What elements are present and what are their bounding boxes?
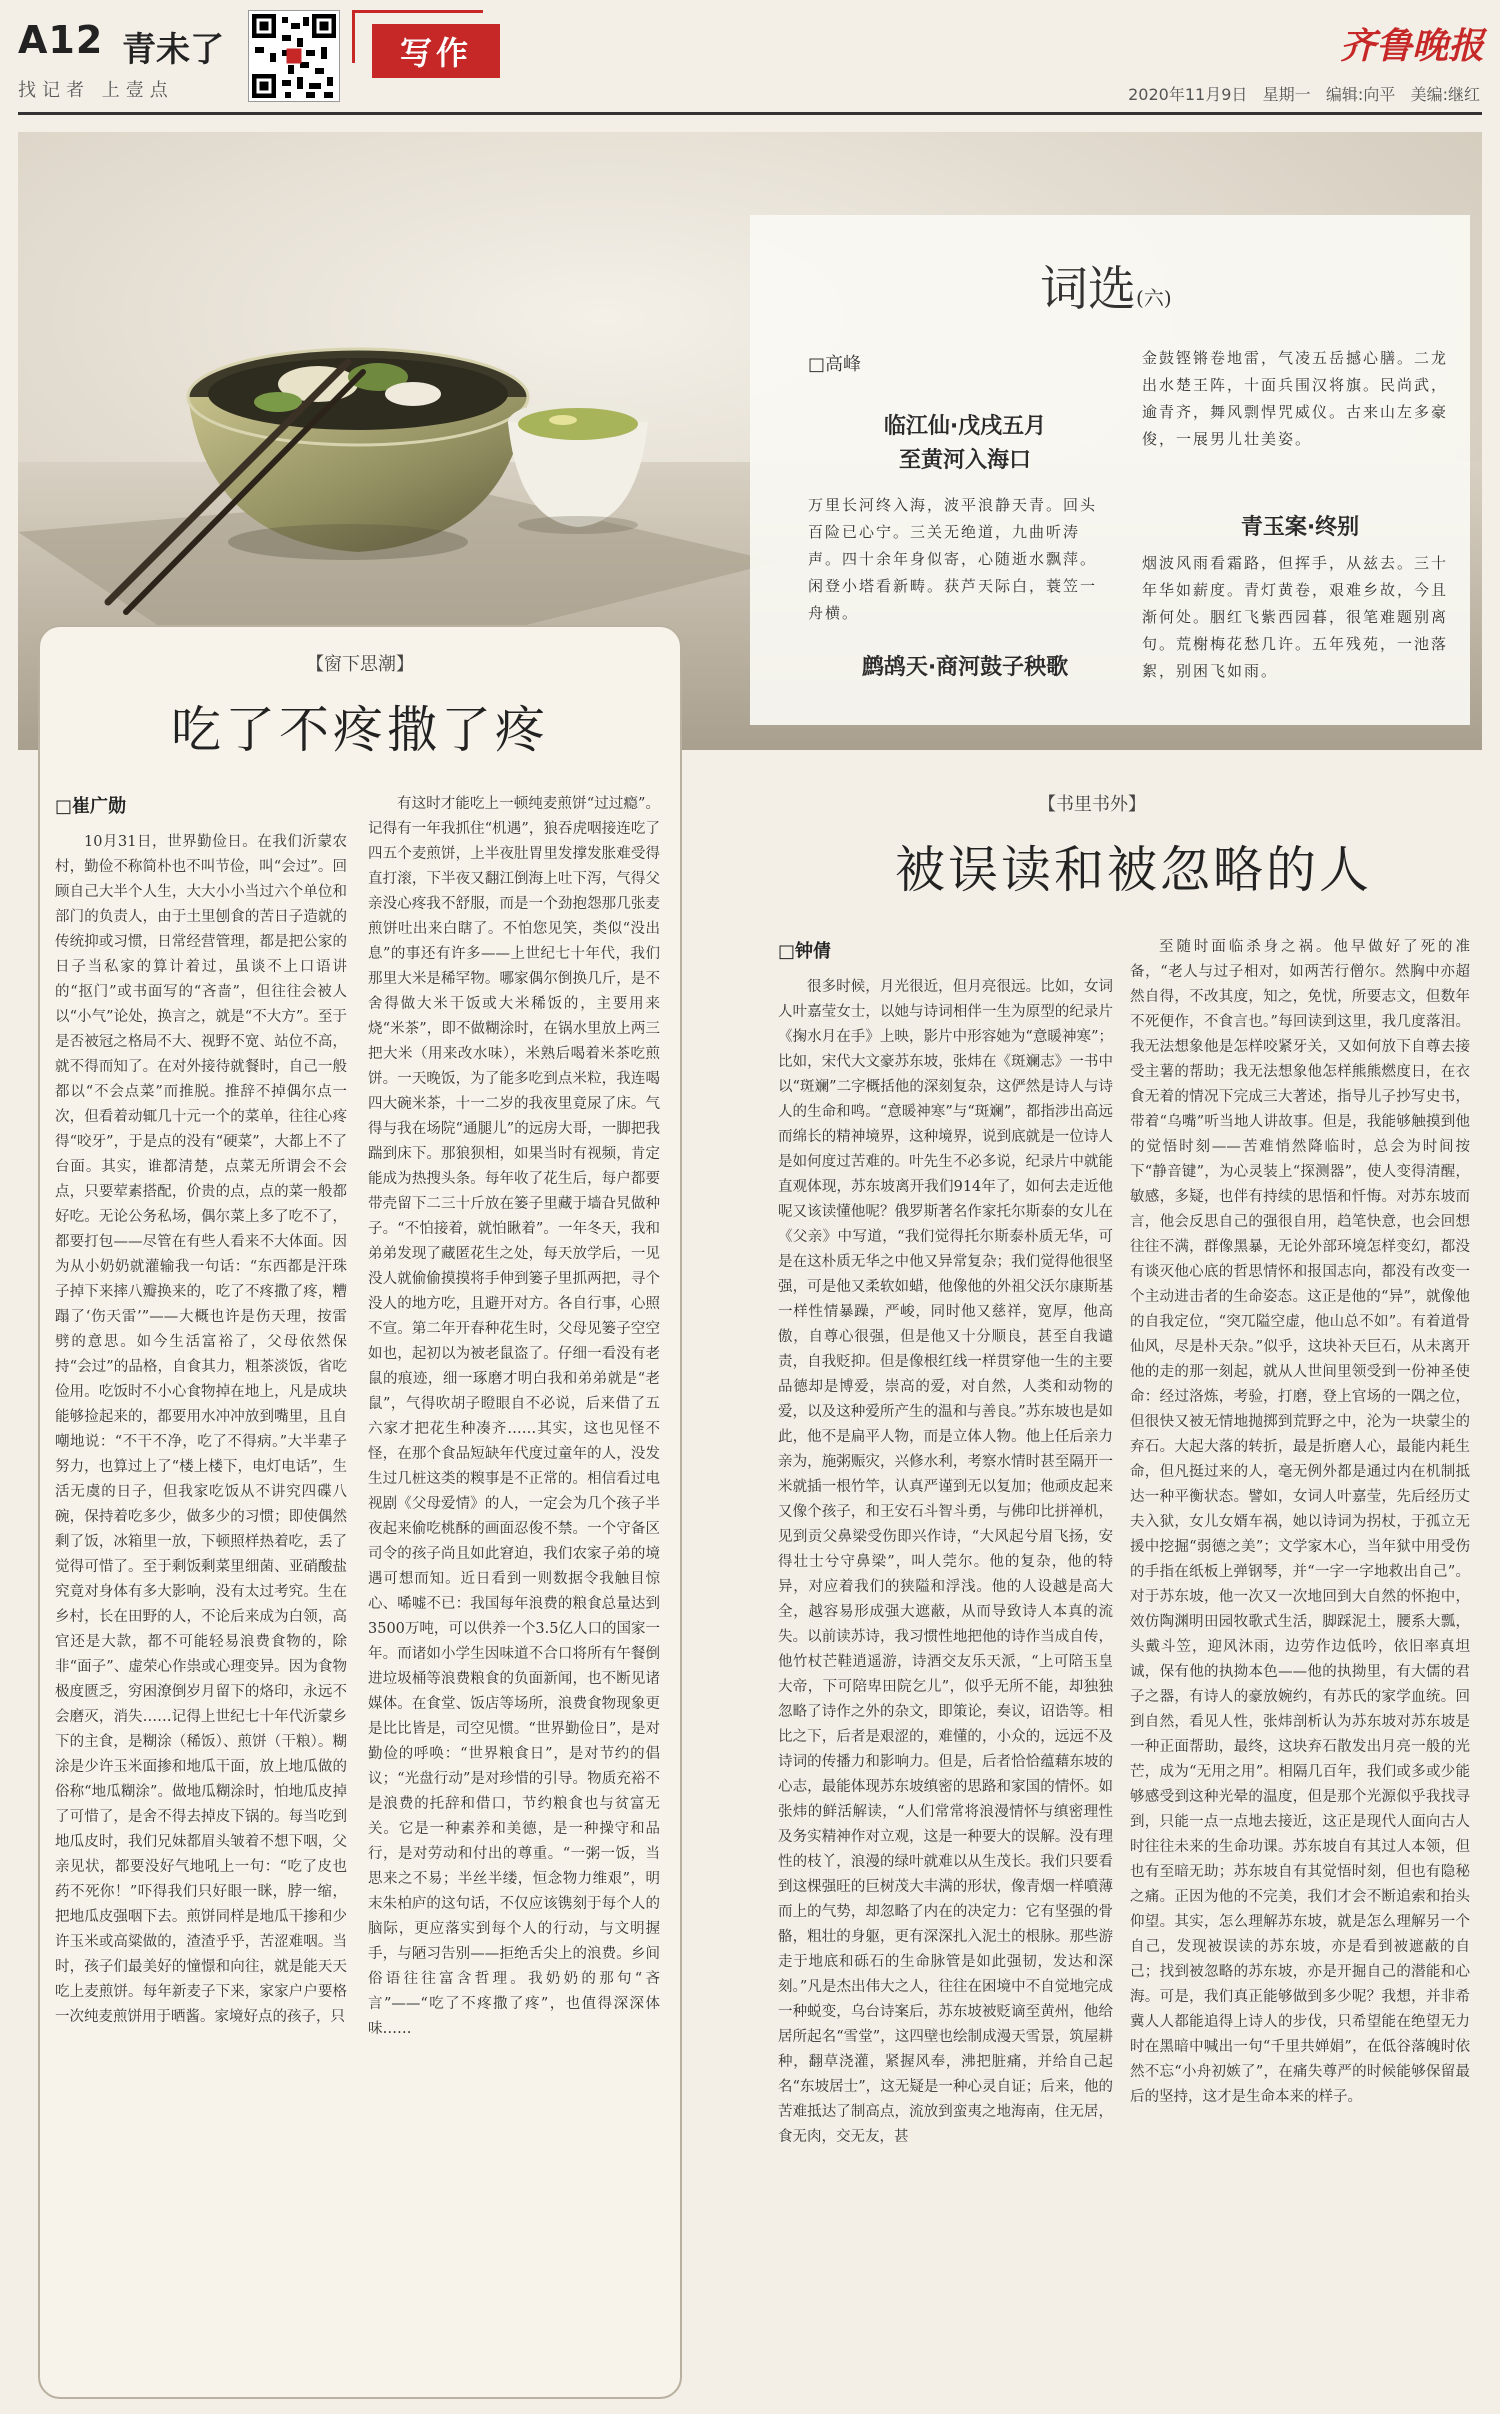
header-rule <box>18 112 1482 115</box>
qr-code-icon[interactable] <box>248 10 340 102</box>
poem-series-title <box>1040 250 1172 319</box>
poem2-title: 鹧鸪天·商河鼓子秧歌 <box>861 655 1069 680</box>
poem1-title-line1: 临江仙·戊戌五月 <box>883 414 1047 439</box>
left-article-byline: □崔广勋 <box>55 796 127 817</box>
poem3-title: 青玉案·终别 <box>1240 515 1360 540</box>
right-article-byline: □钟倩 <box>778 941 832 962</box>
publication-info <box>1100 82 1480 105</box>
right-column-tag: 【书里书外】 <box>1038 794 1146 815</box>
poem-series-number: (六) <box>1136 286 1172 310</box>
page-number: A12 <box>18 18 104 62</box>
section-tag: 写作 <box>372 24 500 78</box>
poem-series-name: 词选 <box>1040 261 1137 317</box>
newspaper-masthead: 齐鲁晚报 <box>1340 25 1485 67</box>
left-article-column-1: 10月31日，世界勤俭日。在我们沂蒙农村，勤俭不称简朴也不叫节俭，叫“会过”。回顾自己大半个人生，大大小小当过六个单位和部门的负责人，由于土里刨食的苦日子造就的传统抑或习惯，日常经营管理，都是把公家的日子当私家的算计着过，虽谈不上口语讲的“抠门”或书面写的“吝啬”，但往往会被人以“小气”论处，换言之，就是“不大方”。至于是否被冠之格局不大、视野不宽、站位不高，就不得而知了。在对外接待就餐时，自己一般都以“不会点菜”而推脱。推辞不掉偶尔点一次，但看着动辄几十元一个的菜单，往往心疼得“咬牙”，于是点的没有“硬菜”，大都上不了台面。其实，谁都清楚，点菜无所谓会不会点，只要荤素搭配，价贵的点，点的菜一般都好吃。无论公务私场，偶尔菜上多了吃不了，都要打包——尽管在有些人看来不大体面。因为从小奶奶就灌输我一句话：“东西都是汗珠子掉下来摔八瓣换来的，吃了不疼撒了疼，糟蹋了‘伤天雷’”——大概也许是伤天理，按雷劈的意思。如今生活富裕了，父母依然保持“会过”的品格，自食其力，粗茶淡饭，省吃俭用。吃饭时不小心食物掉在地上，凡是成块能够捡起来的，都要用水冲冲放到嘴里，且自嘲地说：“不干不净，吃了不得病。”大半辈子努力，也算过上了“楼上楼下，电灯电话”，生活无虞的日子，但我家吃饭从不讲究四碟八碗，保持着吃多少，做多少的习惯；即使偶然剩了饭，冰箱里一放，下顿照样热着吃，丢了觉得可惜了。至于剩饭剩菜里细菌、亚硝酸盐究竟对身体有多大影响，没有太过考究。生在乡村，长在田野的人，不论后来成为白领，高官还是大款，都不可能轻易浪费食物的，除非“面子”、虚荣心作祟或心理变异。因为食物极度匮乏，穷困潦倒岁月留下的烙印，永远不会磨灭，消失……记得上世纪七十年代沂蒙乡下的主食，是糊涂（稀饭）、煎饼（干粮）。糊涂是少许玉米面掺和地瓜干面，放上地瓜做的俗称“地瓜糊涂”。做地瓜糊涂时，怕地瓜皮掉了可惜了，是舍不得去掉皮下锅的。每当吃到地瓜皮时，我们兄妹都眉头皱着不想下咽，父亲见状，都要没好气地吼上一句：“吃了皮也药不死你！”吓得我们只好眼一眯，脖一缩，把地瓜皮强咽下去。煎饼同样是地瓜干掺和少许玉米或高粱做的，渣渣乎乎，苦涩难咽。当时，孩子们最美好的憧憬和向往，就是能天天吃上麦煎饼。每年新麦子下来，家家户户要格一次纯麦煎饼用于晒酱。家境好点的孩子，只 <box>55 834 347 2025</box>
weekday: 星期一 <box>1262 85 1311 104</box>
left-article-column-2: 有这时才能吃上一顿纯麦煎饼“过过瘾”。记得有一年我抓住“机遇”，狼吞虎咽接连吃了四五个麦煎饼，上半夜肚胃里发撑发胀难受得直打滚，下半夜又翻江倒海上吐下泻，气得父亲没心疼我不舒服，而是一个劲抱怨那几张麦煎饼吐出来白瞎了。不怕您见笑，类似“没出息”的事还有许多——上世纪七十年代，我们那里大米是稀罕物。哪家偶尔倒换几斤，是不舍得做大米干饭或大米稀饭的，主要用来烧“米茶”，即不做糊涂时，在锅水里放上两三把大米（用来改水味），米熟后喝着米茶吃煎饼。一天晚饭，为了能多吃到点米粒，我连喝四大碗米茶，十一二岁的我夜里竟尿了床。气得与我在场院“通腿儿”的远房大哥，一脚把我踹到床下。那狼狈相，如果当时有视频，肯定能成为热搜头条。每年收了花生后，每户都要带壳留下二三十斤放在篓子里藏于墙旮旯做种子。“不怕接着，就怕瞅着”。一年冬天，我和弟弟发现了藏匿花生之处，每天放学后，一见没人就偷偷摸摸将手伸到篓子里抓两把，寻个没人的地方吃，且避开对方。各自行事，心照不宣。第二年开春种花生时，父母见篓子空空如也，起初以为被老鼠盗了。仔细一看没有老鼠的痕迹，细一琢磨才明白我和弟弟就是“老鼠”，气得吹胡子瞪眼自不必说，后来借了五六家才把花生种凑齐……其实，这也见怪不怪，在那个食品短缺年代度过童年的人，没发生过几桩这类的糗事是不正常的。相信看过电视剧《父母爱情》的人，一定会为几个孩子半夜起来偷吃桃酥的画面忍俊不禁。一个守备区司令的孩子尚且如此窘迫，我们农家子弟的境遇可想而知。近日看到一则数据令我触目惊心、唏嘘不已：我国每年浪费的粮食总量达到3500万吨，可以供养一个3.5亿人口的国家一年。而诸如小学生因味道不合口将所有午餐倒进垃圾桶等浪费粮食的负面新闻，也不断见诸媒体。在食堂、饭店等场所，浪费食物现象更是比比皆是，司空见惯。“世界勤俭日”，是对勤俭的呼唤：“世界粮食日”，是对节约的倡议；“光盘行动”是对珍惜的引导。物质充裕不是浪费的托辞和借口，节约粮食也与贫富无关。它是一种素养和美德，是一种操守和品行，是对劳动和付出的尊重。“一粥一饭，当思来之不易；半丝半缕，恒念物力维艰”，明末朱柏庐的这句话，不仅应该镌刻于每个人的脑际，更应落实到每个人的行动，与文明握手，与陋习告别——拒绝舌尖上的浪费。乡间俗语往往富含哲理。我奶奶的那句“吝言”——“吃了不疼撒了疼”，也值得深深体味…… <box>368 796 660 2037</box>
poem-author: □高峰 <box>808 354 862 375</box>
slogan: 找记者 上壹点 <box>18 80 174 101</box>
designer: 美编:继红 <box>1410 85 1480 104</box>
poem1-title <box>805 410 1125 478</box>
qr-code-graphic <box>249 11 339 101</box>
left-column-tag: 【窗下思潮】 <box>306 654 414 675</box>
poem1-title-line2: 至黄河入海口 <box>898 448 1031 473</box>
poem3-text: 烟波风雨看霜路，但挥手，从兹去。三十年华如薪度。青灯黄卷，艰难乡故，今且渐何处。胭红飞紫西园暮，很笔难题别离句。荒榭梅花愁几许。五年残苑，一池落絮，别困飞如雨。 <box>1142 554 1449 680</box>
poem2-text: 金鼓铿锵卷地雷，气凌五岳撼心膳。二龙出水楚王阵，十面兵围汉将旗。民尚武，逾青齐，舞风剽悍咒威仪。古来山左多豪俊，一展男儿壮美姿。 <box>1142 349 1449 448</box>
editor: 编辑:向平 <box>1325 85 1396 104</box>
page-header <box>0 0 1500 120</box>
right-article-column-2: 至随时面临杀身之祸。他早做好了死的准备，“老人与过子相对，如两苦行僧尔。然胸中亦超然自得，不改其度，知之，免忧，所要志文，但数年不死便作，不食言也。”每回读到这里，我几度落泪。我无法想象他是怎样咬紧牙关，又如何放下自尊去接受主薯的帮助；我无法想象他怎样熊熊燃度日，在衣食无着的情况下完成三大著述，指导儿子抄写史书，带着“乌嘴”听当地人讲故事。但是，我能够触摸到他的觉悟时刻——苦难悄然降临时，总会为时间按下“静音键”，为心灵装上“探测器”，使人变得清醒，敏感，多疑，也伴有持续的思悟和忏悔。对苏东坡而言，他会反思自己的强很自用，趋笔快意，也会回想往往不满，群像黑暴，无论外部环境怎样变幻，都没有谈灭他心底的哲思情怀和报国志向，都没有改变一个主动进击者的生命姿态。这正是他的“异”，就像他的自我定位，“突兀隘空虚，他山总不如”。有着道骨仙风，尽是朴天杂。”似乎，这块补天巨石，从未离开他的走的那一刻起，就从人世间里领受到一份神圣使命：经过洛炼，考验，打磨，登上官场的一隅之位，但很快又被无情地抛掷到荒野之中，沦为一块蒙尘的弃石。大起大落的转折，最是折磨人心，最能内耗生命，但凡挺过来的人，毫无例外都是通过内在机制抵达一种平衡状态。譬如，女词人叶嘉莹，先后经历丈夫入狱，女儿女婿车祸，她以诗词为拐杖，于孤立无援中挖掘“弱德之美”；文学家木心，当年狱中用受伤的手指在纸板上弹钢琴，并“一字一字地救出自己”。对于苏东坡，他一次又一次地回到大自然的怀抱中，效仿陶渊明田园牧歌式生活，脚踩泥土，腰系大瓢，头戴斗笠，迎风沐雨，边劳作边低吟，依旧率真坦诚，保有他的执拗本色——他的执拗里，有大儒的君子之器，有诗人的豪放婉约，有苏氏的家学血统。回到自然，看见人性，张炜剖析认为苏东坡对苏东坡是一种正面帮助，最终，这块弃石散发出月亮一般的光芒，成为“无用之用”。相隔几百年，我们或多或少能够感受到这种光晕的温度，但是那个光源似乎我找寻到，只能一点一点地去接近，这正是现代人面向古人时往往未来的生命功课。苏东坡自有其过人本领，但也有至暗无助；苏东坡自有其觉悟时刻，但也有隐秘之痛。正因为他的不完美，我们才会不断追索和抬头仰望。其实，怎么理解苏东坡，就是怎么理解另一个自己，发现被误读的苏东坡，亦是看到被遮蔽的自己；找到被忽略的苏东坡，亦是开掘自己的潜能和心海。可是，我们真正能够做到多少呢？我想，并非希冀人人都能追得上诗人的步伐，只希望能在绝望无力时在黑暗中喊出一句“千里共婵娟”，在低谷落魄时依然不忘“小舟初嫉了”，在痛失尊严的时候能够保留最后的坚持，这才是生命本来的样子。 <box>1130 939 1470 2105</box>
date: 2020年11月9日 <box>1128 85 1248 104</box>
right-article-title: 被误读和被忽略的人 <box>895 841 1372 899</box>
left-article-title: 吃了不疼撒了疼 <box>171 701 549 759</box>
section-name: 青未了 <box>122 30 224 70</box>
poem1-text: 万里长河终入海，波平浪静天青。回头百险已心宁。三关无绝道，九曲听涛声。四十余年身似寄，心随逝水飘萍。闲登小塔看新畴。获芦天际白，蓑笠一舟横。 <box>808 496 1098 622</box>
right-article-column-1: 很多时候，月光很近，但月亮很远。比如，女词人叶嘉莹女士，以她与诗词相伴一生为原型的纪录片《掬水月在手》上映，影片中形容她为“意暖神寒”；比如，宋代大文豪苏东坡，张炜在《斑斓志》一书中以“斑斓”二字概括他的深刻复杂，这俨然是诗人与诗人的生命和鸣。“意暖神寒”与“斑斓”，都指涉出高远而绵长的精神境界，这种境界，说到底就是一位诗人是如何度过苦难的。叶先生不必多说，纪录片中就能直观体现，苏东坡离开我们914年了，如何去走近他呢又该读懂他呢？俄罗斯著名作家托尔斯泰的女儿在《父亲》中写道，“我们觉得托尔斯泰朴质无华，可是在这朴质无华之中他又异常复杂；我们觉得他很坚强，可是他又柔软如蜡，他像他的外祖父沃尔康斯基一样性情暴躁，严峻，同时他又慈祥，宽厚，他高傲，自尊心很强，但是他又十分顺良，甚至自我谴责，自我贬抑。但是像根红线一样贯穿他一生的主要品德却是博爱，崇高的爱，对自然，人类和动物的爱，以及这种爱所产生的温和与善良。”苏东坡也是如此，他不是扁平人物，而是立体人物。他上任后亲力亲为，施粥赈灾，兴修水利，考察水情时甚至隔开一米就插一根竹竿，认真严谨到无以复加；他顽皮起来又像个孩子，和王安石斗智斗勇，与佛印比拼禅机，见到贡父鼻梁受伤即兴作诗，“大风起兮眉飞扬，安得壮士兮守鼻梁”，叫人莞尔。他的复杂，他的特异，对应着我们的狭隘和浮浅。他的人设越是高大全，越容易形成强大遮蔽，从而导致诗人本真的流失。以前读苏诗，我习惯性地把他的诗作当成自传，他竹杖芒鞋逍遥游，诗酒交友乐天派，“上可陪玉皇大帝，下可陪卑田院乞儿”，似乎无所不能，却独独忽略了诗作之外的杂文，即策论，奏议，诏诰等。相比之下，后者是艰涩的，难懂的，小众的，远远不及诗词的传播力和影响力。但是，后者恰恰蕴藉东坡的心志，最能体现苏东坡缜密的思路和家国的情怀。如张炜的鲜活解读，“人们常常将浪漫情怀与缜密理性及务实精神作对立观，这是一种要大的误解。没有理性的枝丫，浪漫的绿叶就难以从生茂长。我们只要看到这棵强旺的巨树茂大丰满的形状，像青烟一样噴薄而上的气势，却忽略了内在的决定力：它有坚强的骨骼，粗壮的身躯，更有深深扎入泥土的根脉。那些游走于地底和砾石的生命脉管是如此强韧，发达和深刻。”凡是杰出伟大之人，往往在困境中不自觉地完成一种蜕变，乌台诗案后，苏东坡被贬谪至黄州，他给居所起名“雪堂”，这四壁也绘制成漫天雪景，筑屋耕种，翻草浇灌，紧握风奉，沸把脏痛，并给自己起名“东坡居士”，这无疑是一种心灵自证；后来，他的苦难抵达了制高点，流放到蛮夷之地海南，住无居，食无肉，交无友，甚 <box>778 979 1113 2145</box>
